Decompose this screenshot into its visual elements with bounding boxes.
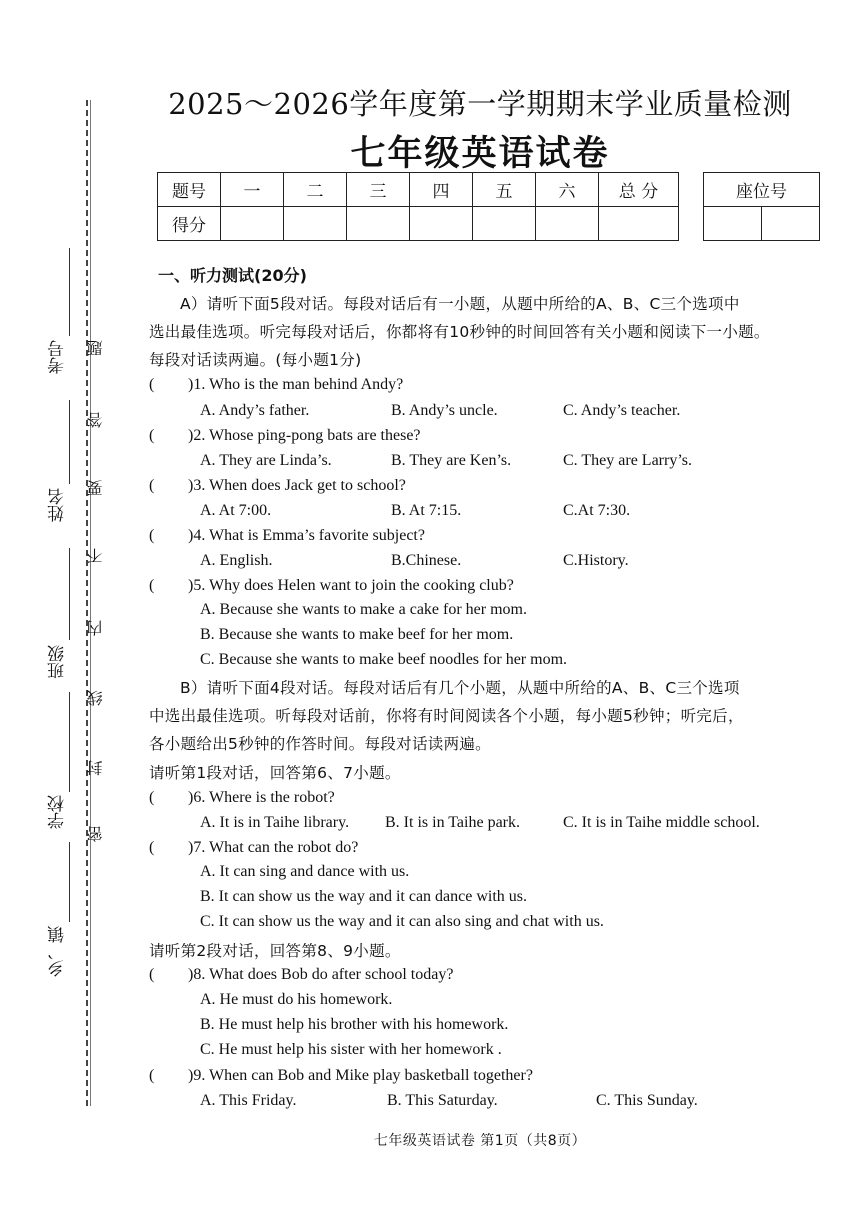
option-a: A. They are Linda’s. [200, 452, 332, 469]
option-b: B. It can show us the way and it can dance with us. [200, 888, 528, 905]
option-c: C. They are Larry’s. [563, 452, 692, 469]
answer-bracket[interactable]: ( [149, 577, 155, 594]
seal-char: 封 [86, 760, 105, 776]
option-b: B. Andy’s uncle. [391, 402, 498, 419]
seat-table [703, 172, 820, 241]
question-text: )8. What does Bob do after school today? [188, 966, 454, 983]
score-row-label: 得分 [158, 207, 221, 241]
answer-bracket[interactable]: ( [149, 376, 155, 393]
option-c: C. Andy’s teacher. [563, 402, 681, 419]
answer-bracket[interactable]: ( [149, 1067, 155, 1084]
school-blank[interactable] [69, 692, 70, 792]
class-blank[interactable] [69, 548, 70, 640]
dialog-heading: 请听第2段对话，回答第8、9小题。 [149, 942, 401, 960]
score-header-cell: 三 [347, 173, 410, 207]
score-input-cell[interactable] [599, 207, 679, 241]
option-a: A. At 7:00. [200, 502, 272, 519]
binding-solid-line [90, 100, 91, 1106]
option-a: A. Andy’s father. [200, 402, 310, 419]
option-c: C. Because she wants to make beef noodles for her mom. [200, 651, 568, 668]
score-input-cell[interactable] [284, 207, 347, 241]
instruction-line: 各小题给出5秒钟的作答时间。每段对话读两遍。 [149, 735, 491, 753]
seal-char: 密 [86, 826, 105, 842]
dialog-heading: 请听第1段对话，回答第6、7小题。 [149, 764, 401, 782]
option-b: B.Chinese. [391, 552, 462, 569]
option-a: A. It can sing and dance with us. [200, 863, 410, 880]
option-b: B. Because she wants to make beef for her mom. [200, 626, 514, 643]
score-header-cell: 四 [410, 173, 473, 207]
instruction-line: 选出最佳选项。听完每段对话后，你都将有10秒钟的时间回答有关小题和阅读下一小题。 [149, 323, 770, 341]
answer-bracket[interactable]: ( [149, 789, 155, 806]
township-blank[interactable] [69, 842, 70, 922]
question-text: )3. When does Jack get to school? [188, 477, 406, 494]
score-header-cell: 六 [536, 173, 599, 207]
score-header-cell: 五 [473, 173, 536, 207]
answer-bracket[interactable]: ( [149, 427, 155, 444]
exam-subtitle: 七年级英语试卷 [350, 134, 610, 174]
seal-char: 要 [86, 480, 105, 496]
name-blank[interactable] [69, 400, 70, 484]
page-footer: 七年级英语试卷 第1页（共8页） [373, 1133, 587, 1149]
question-text: )9. When can Bob and Mike play basketball together? [188, 1067, 533, 1084]
question-text: )2. Whose ping-pong bats are these? [188, 427, 421, 444]
option-c: C. It can show us the way and it can also sing and chat with us. [200, 913, 604, 930]
option-a: A. This Friday. [200, 1092, 297, 1109]
option-c: C. This Sunday. [596, 1092, 698, 1109]
seat-label: 座位号 [704, 173, 820, 207]
score-input-cell[interactable] [221, 207, 284, 241]
class-label: 班级 [48, 645, 68, 679]
score-input-cell[interactable] [347, 207, 410, 241]
score-input-cell[interactable] [410, 207, 473, 241]
binding-dashed-line [86, 100, 88, 1106]
seat-input-cell[interactable] [762, 207, 820, 241]
question-text: )6. Where is the robot? [188, 789, 335, 806]
seal-char: 内 [86, 620, 105, 636]
question-text: )7. What can the robot do? [188, 839, 359, 856]
option-b: B. This Saturday. [387, 1092, 498, 1109]
seat-input-cell[interactable] [704, 207, 762, 241]
score-table [157, 172, 679, 241]
school-label: 学校 [48, 795, 68, 829]
option-c: C. He must help his sister with her homework . [200, 1041, 502, 1058]
answer-bracket[interactable]: ( [149, 527, 155, 544]
seal-char: 线 [86, 690, 105, 706]
question-text: )5. Why does Helen want to join the cooking club? [188, 577, 514, 594]
instruction-line: B）请听下面4段对话。每段对话后有几个小题，从题中所给的A、B、C三个选项 [180, 679, 740, 697]
seal-char: 答 [86, 412, 105, 428]
exam-number-label: 考号 [48, 340, 68, 374]
seal-char: 不 [86, 548, 105, 564]
score-header-cell: 总 分 [599, 173, 679, 207]
exam-title: 2025～2026学年度第一学期期末学业质量检测 [168, 87, 792, 121]
score-header-cell: 题号 [158, 173, 221, 207]
instruction-line: 中选出最佳选项。听每段对话前，你将有时间阅读各个小题，每小题5秒钟；听完后， [149, 707, 744, 725]
township-label: 乡、镇 [48, 926, 68, 977]
score-header-cell: 二 [284, 173, 347, 207]
question-text: )4. What is Emma’s favorite subject? [188, 527, 425, 544]
option-b: B. At 7:15. [391, 502, 462, 519]
seal-char: 题 [86, 340, 105, 356]
option-c: C.At 7:30. [563, 502, 631, 519]
score-input-cell[interactable] [473, 207, 536, 241]
instruction-line: 每段对话读两遍。(每小题1分) [149, 351, 362, 369]
option-b: B. They are Ken’s. [391, 452, 512, 469]
option-a: A. Because she wants to make a cake for her mom. [200, 601, 527, 618]
option-b: B. It is in Taihe park. [385, 814, 521, 831]
option-c: C. It is in Taihe middle school. [563, 814, 760, 831]
answer-bracket[interactable]: ( [149, 966, 155, 983]
option-c: C.History. [563, 552, 629, 569]
score-header-cell: 一 [221, 173, 284, 207]
option-b: B. He must help his brother with his homework. [200, 1016, 509, 1033]
score-input-cell[interactable] [536, 207, 599, 241]
option-a: A. He must do his homework. [200, 991, 393, 1008]
question-text: )1. Who is the man behind Andy? [188, 376, 404, 393]
name-label: 姓名 [48, 488, 68, 522]
instruction-line: A）请听下面5段对话。每段对话后有一小题，从题中所给的A、B、C三个选项中 [180, 295, 740, 313]
option-a: A. It is in Taihe library. [200, 814, 350, 831]
section-title: 一、听力测试(20分) [158, 266, 307, 285]
option-a: A. English. [200, 552, 273, 569]
answer-bracket[interactable]: ( [149, 477, 155, 494]
exam-number-blank[interactable] [69, 248, 70, 336]
answer-bracket[interactable]: ( [149, 839, 155, 856]
